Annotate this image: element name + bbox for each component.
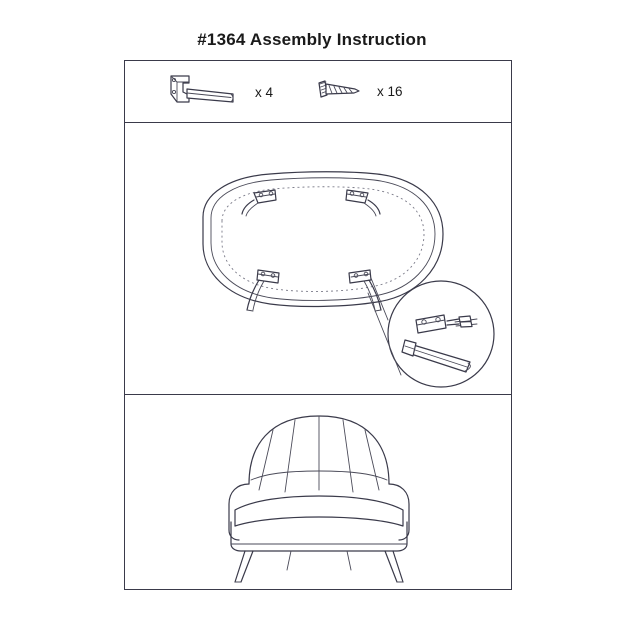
leg-bracket-icon <box>163 72 245 112</box>
part-item-leg-bracket <box>163 72 273 112</box>
detail-callout <box>368 278 494 387</box>
bracket-top-left <box>242 190 276 216</box>
page-title: #1364 Assembly Instruction <box>197 30 427 49</box>
parts-list <box>125 61 511 122</box>
part-quantity-screw: x 16 <box>377 83 403 99</box>
part-item-screw <box>315 77 403 105</box>
step-2-diagram <box>125 394 511 590</box>
step-1-diagram <box>125 122 511 394</box>
screw-icon <box>315 77 367 105</box>
bracket-top-right <box>346 190 380 216</box>
part-quantity-leg-bracket: x 4 <box>255 84 274 100</box>
instruction-sheet <box>124 60 512 590</box>
